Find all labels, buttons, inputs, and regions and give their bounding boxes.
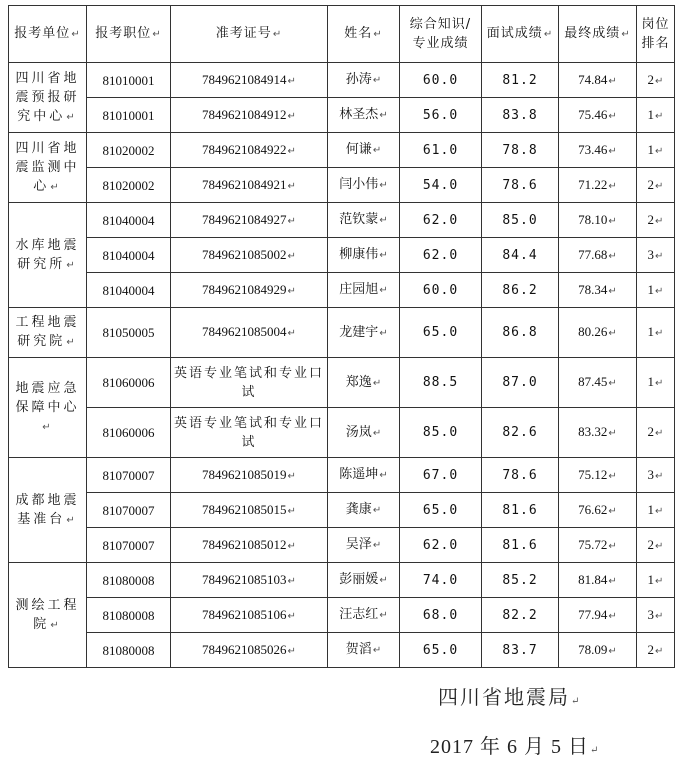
ticket-cell: 7849621085026↵ xyxy=(171,633,328,668)
ticket-cell: 7849621084914↵ xyxy=(171,63,328,98)
final-cell: 78.10↵ xyxy=(559,203,637,238)
rank-cell: 2↵ xyxy=(637,408,675,458)
ticket-cell: 7849621084929↵ xyxy=(171,273,328,308)
final-cell: 73.46↵ xyxy=(559,133,637,168)
name-cell: 林圣杰↵ xyxy=(328,98,400,133)
name-cell: 汤岚↵ xyxy=(328,408,400,458)
unit-cell: 四川省地震预报研究中心↵ xyxy=(9,63,87,133)
interview-cell: 87.0 xyxy=(482,358,559,408)
ticket-cell: 英语专业笔试和专业口试 xyxy=(171,408,328,458)
position-cell: 81040004 xyxy=(87,238,171,273)
unit-cell: 测绘工程院↵ xyxy=(9,563,87,668)
position-cell: 81040004 xyxy=(87,203,171,238)
rank-cell: 2↵ xyxy=(637,633,675,668)
name-cell: 陈遥坤↵ xyxy=(328,458,400,493)
name-cell: 柳康伟↵ xyxy=(328,238,400,273)
table-row xyxy=(9,203,675,238)
table-row xyxy=(9,238,675,273)
rank-cell: 2↵ xyxy=(637,528,675,563)
table-row xyxy=(9,633,675,668)
written-cell: 60.0 xyxy=(400,63,482,98)
final-cell: 74.84↵ xyxy=(559,63,637,98)
table-row xyxy=(9,63,675,98)
table-row xyxy=(9,273,675,308)
table-row xyxy=(9,493,675,528)
final-cell: 76.62↵ xyxy=(559,493,637,528)
position-cell: 81070007 xyxy=(87,493,171,528)
unit-cell: 工程地震研究院↵ xyxy=(9,308,87,358)
rank-cell: 1↵ xyxy=(637,98,675,133)
header-final: 最终成绩↵ xyxy=(559,6,637,63)
written-cell: 65.0 xyxy=(400,493,482,528)
ticket-cell: 7849621085106↵ xyxy=(171,598,328,633)
written-cell: 67.0 xyxy=(400,458,482,493)
table-row xyxy=(9,458,675,493)
header-row xyxy=(9,6,675,63)
name-cell: 范钦蒙↵ xyxy=(328,203,400,238)
final-cell: 78.34↵ xyxy=(559,273,637,308)
header-interview: 面试成绩↵ xyxy=(482,6,559,63)
position-cell: 81050005 xyxy=(87,308,171,358)
unit-cell: 成都地震基准台↵ xyxy=(9,458,87,563)
interview-cell: 83.7 xyxy=(482,633,559,668)
position-cell: 81040004 xyxy=(87,273,171,308)
interview-cell: 85.2 xyxy=(482,563,559,598)
header-unit: 报考单位↵ xyxy=(9,6,87,63)
rank-cell: 3↵ xyxy=(637,458,675,493)
ticket-cell: 7849621085015↵ xyxy=(171,493,328,528)
name-cell: 贺滔↵ xyxy=(328,633,400,668)
name-cell: 吴泽↵ xyxy=(328,528,400,563)
position-cell: 81080008 xyxy=(87,563,171,598)
position-cell: 81010001 xyxy=(87,98,171,133)
final-cell: 75.72↵ xyxy=(559,528,637,563)
position-cell: 81080008 xyxy=(87,633,171,668)
interview-cell: 81.6 xyxy=(482,528,559,563)
name-cell: 孙涛↵ xyxy=(328,63,400,98)
position-cell: 81070007 xyxy=(87,458,171,493)
final-cell: 75.12↵ xyxy=(559,458,637,493)
written-cell: 62.0 xyxy=(400,528,482,563)
rank-cell: 2↵ xyxy=(637,168,675,203)
final-cell: 78.09↵ xyxy=(559,633,637,668)
table-row xyxy=(9,358,675,408)
written-cell: 56.0 xyxy=(400,98,482,133)
written-cell: 65.0 xyxy=(400,308,482,358)
ticket-cell: 7849621084921↵ xyxy=(171,168,328,203)
interview-cell: 81.2 xyxy=(482,63,559,98)
unit-cell: 四川省地震监测中心↵ xyxy=(9,133,87,203)
final-cell: 75.46↵ xyxy=(559,98,637,133)
rank-cell: 1↵ xyxy=(637,563,675,598)
final-cell: 77.94↵ xyxy=(559,598,637,633)
interview-cell: 86.2 xyxy=(482,273,559,308)
final-cell: 71.22↵ xyxy=(559,168,637,203)
written-cell: 60.0 xyxy=(400,273,482,308)
position-cell: 81080008 xyxy=(87,598,171,633)
final-cell: 81.84↵ xyxy=(559,563,637,598)
position-cell: 81020002 xyxy=(87,168,171,203)
table-row xyxy=(9,308,675,358)
interview-cell: 85.0 xyxy=(482,203,559,238)
written-cell: 62.0 xyxy=(400,203,482,238)
rank-cell: 1↵ xyxy=(637,308,675,358)
interview-cell: 78.6 xyxy=(482,168,559,203)
written-cell: 74.0 xyxy=(400,563,482,598)
rank-cell: 2↵ xyxy=(637,63,675,98)
name-cell: 郑逸↵ xyxy=(328,358,400,408)
name-cell: 龚康↵ xyxy=(328,493,400,528)
final-cell: 77.68↵ xyxy=(559,238,637,273)
ticket-cell: 7849621085012↵ xyxy=(171,528,328,563)
ticket-cell: 英语专业笔试和专业口试 xyxy=(171,358,328,408)
header-position: 报考职位↵ xyxy=(87,6,171,63)
name-cell: 闫小伟↵ xyxy=(328,168,400,203)
position-cell: 81070007 xyxy=(87,528,171,563)
rank-cell: 1↵ xyxy=(637,358,675,408)
table-row xyxy=(9,563,675,598)
position-cell: 81010001 xyxy=(87,63,171,98)
header-rank: 岗位排名 xyxy=(637,6,675,63)
footer-date: 2017 年 6 月 5 日↵ xyxy=(430,736,600,758)
written-cell: 62.0 xyxy=(400,238,482,273)
unit-cell: 水库地震研究所↵ xyxy=(9,203,87,308)
interview-cell: 82.2 xyxy=(482,598,559,633)
table-row xyxy=(9,408,675,458)
ticket-cell: 7849621084912↵ xyxy=(171,98,328,133)
interview-cell: 78.6 xyxy=(482,458,559,493)
ticket-cell: 7849621084927↵ xyxy=(171,203,328,238)
table-row xyxy=(9,98,675,133)
ticket-cell: 7849621084922↵ xyxy=(171,133,328,168)
interview-cell: 78.8 xyxy=(482,133,559,168)
name-cell: 彭丽媛↵ xyxy=(328,563,400,598)
results-table xyxy=(8,5,675,668)
final-cell: 83.32↵ xyxy=(559,408,637,458)
rank-cell: 1↵ xyxy=(637,273,675,308)
header-name: 姓名↵ xyxy=(328,6,400,63)
written-cell: 88.5 xyxy=(400,358,482,408)
position-cell: 81020002 xyxy=(87,133,171,168)
header-ticket: 准考证号↵ xyxy=(171,6,328,63)
rank-cell: 1↵ xyxy=(637,133,675,168)
table-row xyxy=(9,528,675,563)
ticket-cell: 7849621085004↵ xyxy=(171,308,328,358)
footer-organization: 四川省地震局↵ xyxy=(438,685,582,709)
header-written: 综合知识/专业成绩 xyxy=(400,6,482,63)
final-cell: 87.45↵ xyxy=(559,358,637,408)
rank-cell: 3↵ xyxy=(637,598,675,633)
interview-cell: 81.6 xyxy=(482,493,559,528)
written-cell: 85.0 xyxy=(400,408,482,458)
rank-cell: 3↵ xyxy=(637,238,675,273)
position-cell: 81060006 xyxy=(87,358,171,408)
unit-cell: 地震应急保障中心↵ xyxy=(9,358,87,458)
ticket-cell: 7849621085019↵ xyxy=(171,458,328,493)
final-cell: 80.26↵ xyxy=(559,308,637,358)
written-cell: 61.0 xyxy=(400,133,482,168)
table-row xyxy=(9,598,675,633)
name-cell: 龙建宇↵ xyxy=(328,308,400,358)
table-row xyxy=(9,133,675,168)
interview-cell: 86.8 xyxy=(482,308,559,358)
name-cell: 庄园旭↵ xyxy=(328,273,400,308)
name-cell: 何谦↵ xyxy=(328,133,400,168)
written-cell: 68.0 xyxy=(400,598,482,633)
ticket-cell: 7849621085103↵ xyxy=(171,563,328,598)
rank-cell: 1↵ xyxy=(637,493,675,528)
interview-cell: 84.4 xyxy=(482,238,559,273)
rank-cell: 2↵ xyxy=(637,203,675,238)
interview-cell: 82.6 xyxy=(482,408,559,458)
position-cell: 81060006 xyxy=(87,408,171,458)
interview-cell: 83.8 xyxy=(482,98,559,133)
table-row xyxy=(9,168,675,203)
ticket-cell: 7849621085002↵ xyxy=(171,238,328,273)
written-cell: 65.0 xyxy=(400,633,482,668)
name-cell: 汪志红↵ xyxy=(328,598,400,633)
written-cell: 54.0 xyxy=(400,168,482,203)
